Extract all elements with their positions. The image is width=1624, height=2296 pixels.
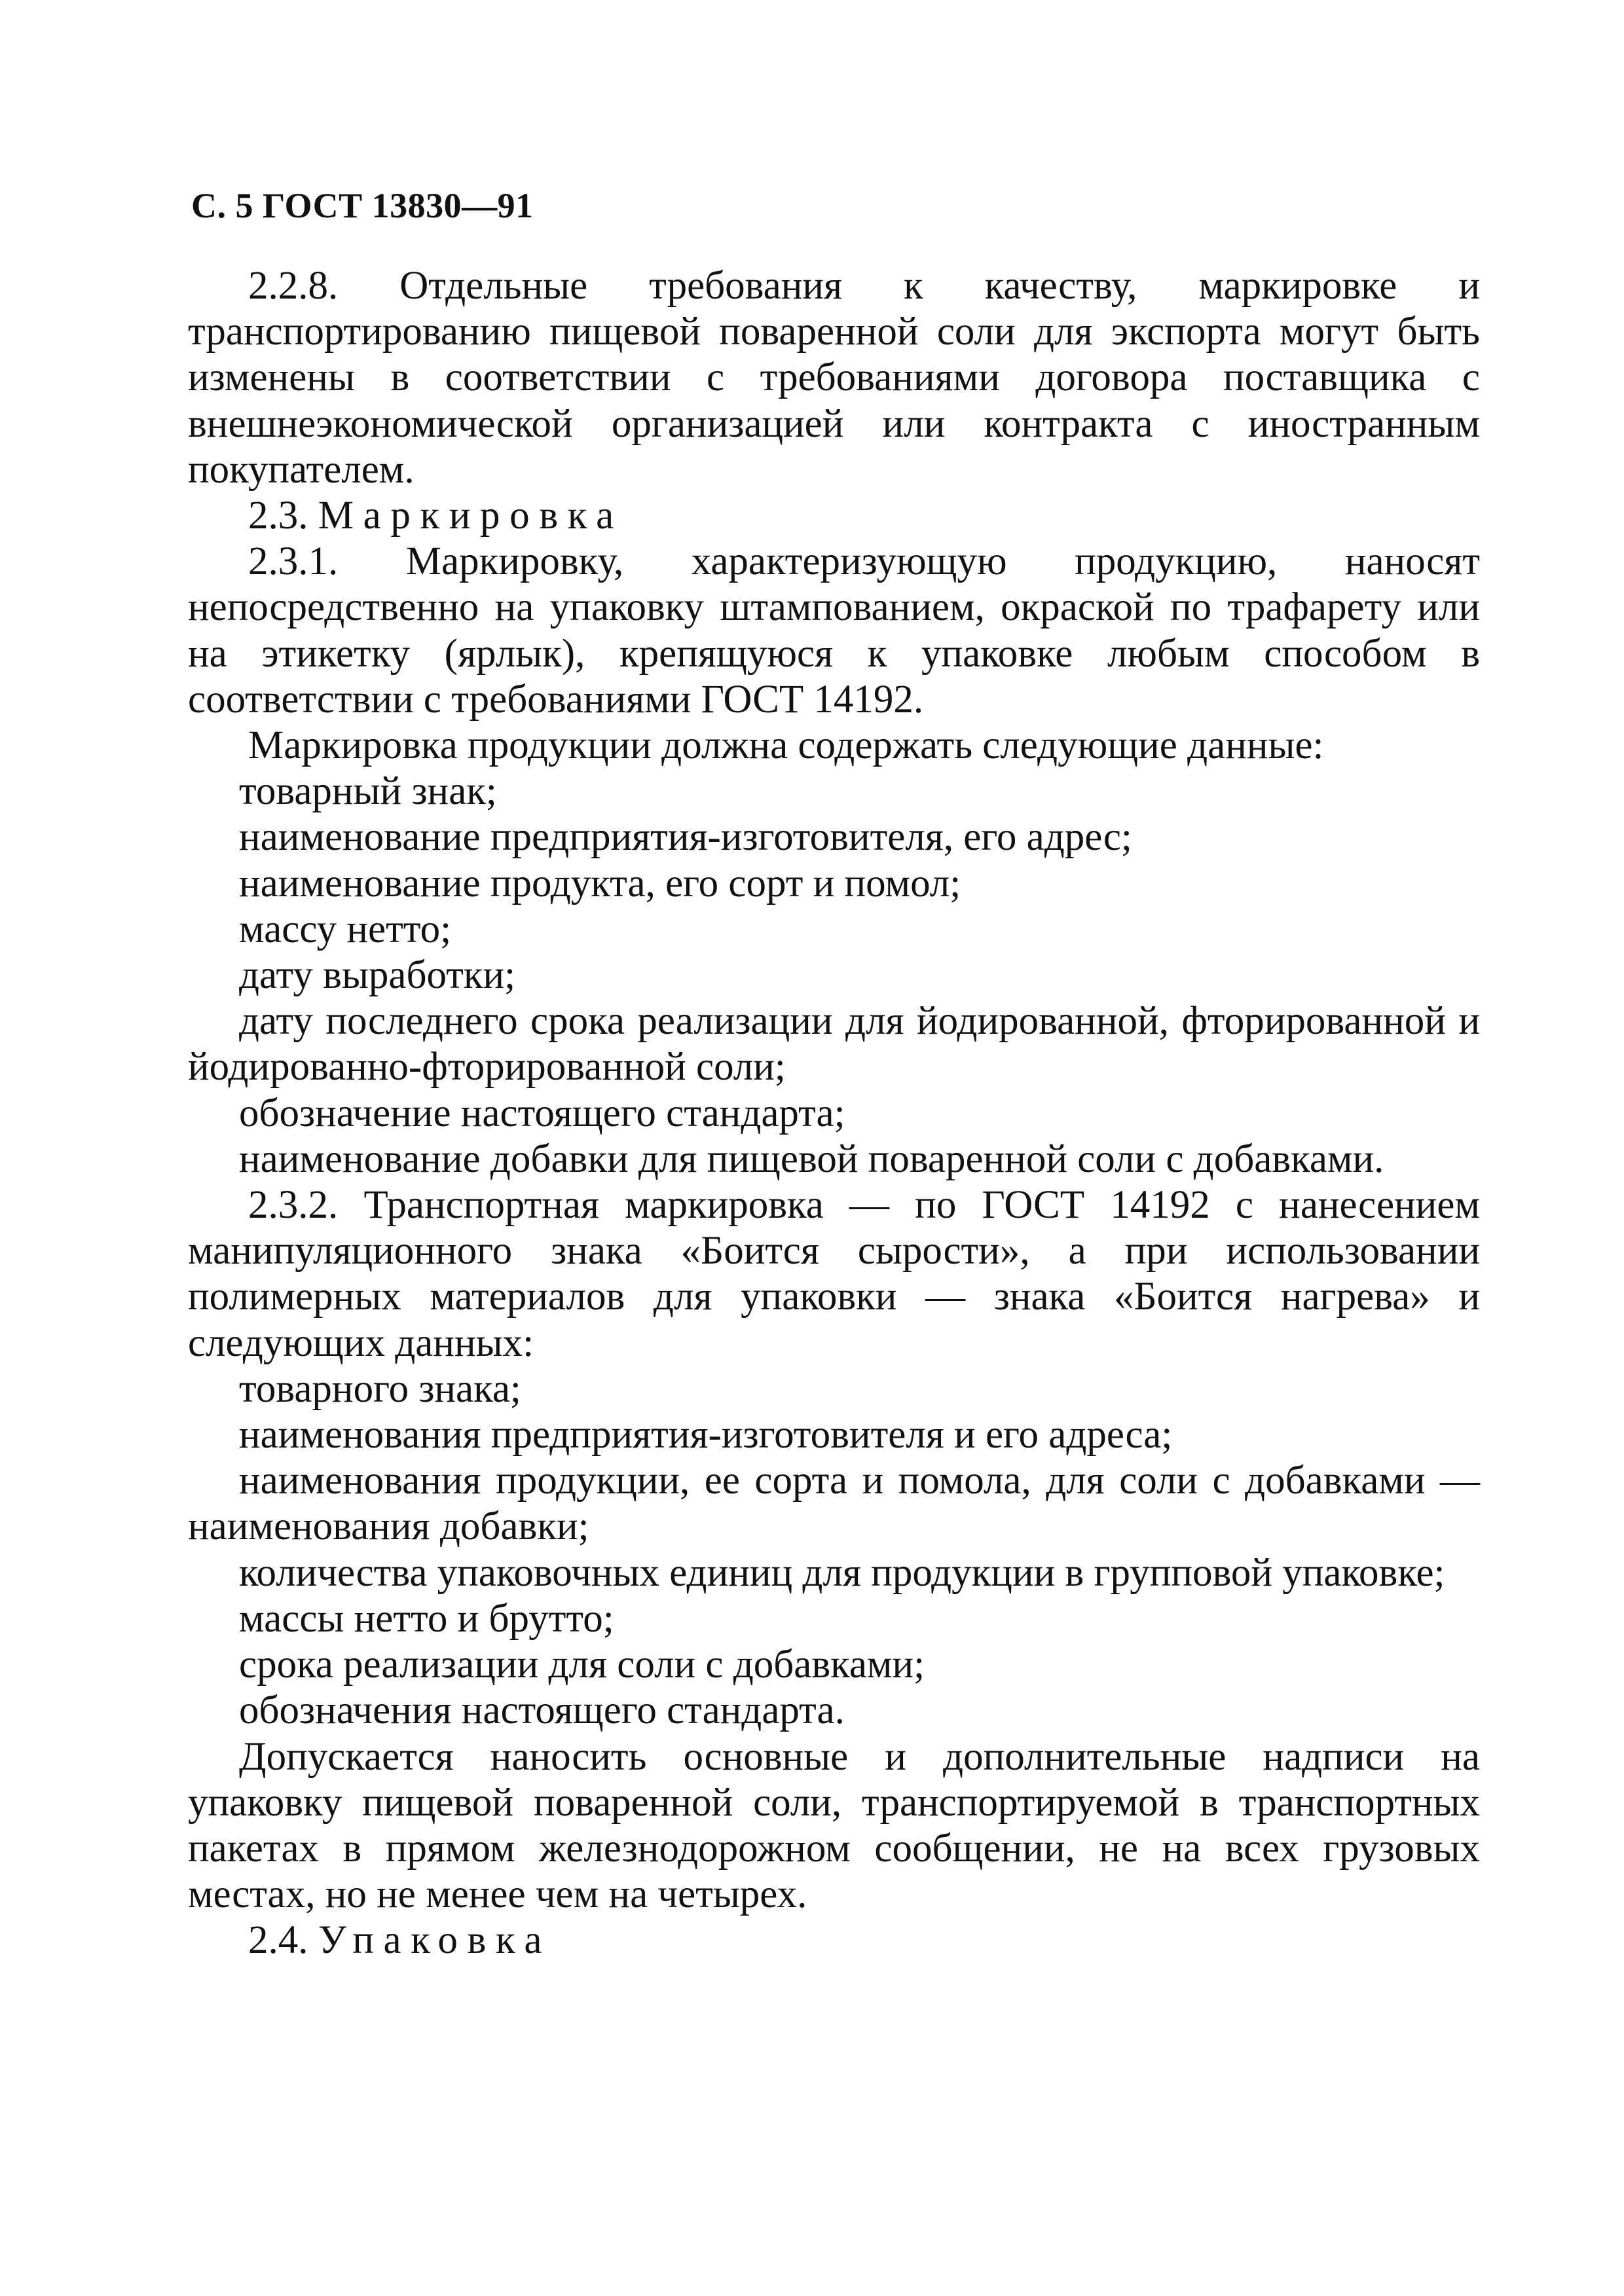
section-heading-2-4 xyxy=(188,1918,1480,1963)
list-item: товарного знака; xyxy=(239,1366,521,1411)
paragraph-2-3-1: 2.3.1. Маркировку, характеризующую продукцию, наносят непосредственно на упаковку штампованием, окраской по трафарету или на этикетку (ярлык), крепящуюся к упаковке любым способом в соответствии с требованиями ГОСТ 14192. xyxy=(188,539,1480,721)
section-title: Упаковка xyxy=(318,1918,552,1963)
list-item: наименования продукции, ее сорта и помола, для соли с добавками — наименования добавки; xyxy=(188,1459,1480,1549)
list-item: дату выработки; xyxy=(239,953,516,998)
paragraph-allowed: Допускается наносить основные и дополнительные надписи на упаковку пищевой поваренной соли, транспортируемой в транспортных пакетах в прямом железнодорожном сообщении, не на всех грузовых местах, но не менее чем на четырех. xyxy=(188,1734,1480,1917)
list-item: товарный знак; xyxy=(239,769,497,814)
list-item: наименование предприятия-изготовителя, его адрес; xyxy=(239,815,1132,860)
list-item: срока реализации для соли с добавками; xyxy=(239,1643,925,1687)
paragraph-content-intro: Маркировка продукции должна содержать следующие данные: xyxy=(248,723,1324,768)
document-body xyxy=(188,263,1480,1964)
section-title: Маркировка xyxy=(318,494,623,538)
section-number: 2.4. xyxy=(248,1918,308,1963)
list-item: обозначение настоящего стандарта; xyxy=(239,1091,845,1135)
section-number: 2.3. xyxy=(248,494,308,538)
page-header: С. 5 ГОСТ 13830—91 xyxy=(191,186,534,225)
list-item: наименование продукта, его сорт и помол; xyxy=(239,861,961,905)
section-heading-2-3 xyxy=(188,493,1480,539)
list-item: массу нетто; xyxy=(239,907,452,951)
list-item: количества упаковочных единиц для продукции в групповой упаковке; xyxy=(239,1550,1445,1595)
paragraph-2-3-2: 2.3.2. Транспортная маркировка — по ГОСТ 14192 с нанесением манипуляционного знака «Боится сырости», а при использовании полимерных материалов для упаковки — знака «Боится нагрева» и следующих данных: xyxy=(188,1183,1480,1365)
list-item: обозначения настоящего стандарта. xyxy=(239,1688,845,1733)
paragraph-2-2-8: 2.2.8. Отдельные требования к качеству, маркировке и транспортированию пищевой поваренной соли для экспорта могут быть изменены в соответствии с требованиями договора поставщика с внешнеэкономической организацией или контракта с иностранным покупателем. xyxy=(188,264,1480,492)
list-item: наименование добавки для пищевой поваренной соли с добавками. xyxy=(239,1137,1384,1181)
list-item: дату последнего срока реализации для йодированной, фторированной и йодированно-фторированной соли; xyxy=(188,999,1480,1089)
list-item: наименования предприятия-изготовителя и его адреса; xyxy=(239,1413,1173,1457)
list-item: массы нетто и брутто; xyxy=(239,1596,614,1641)
